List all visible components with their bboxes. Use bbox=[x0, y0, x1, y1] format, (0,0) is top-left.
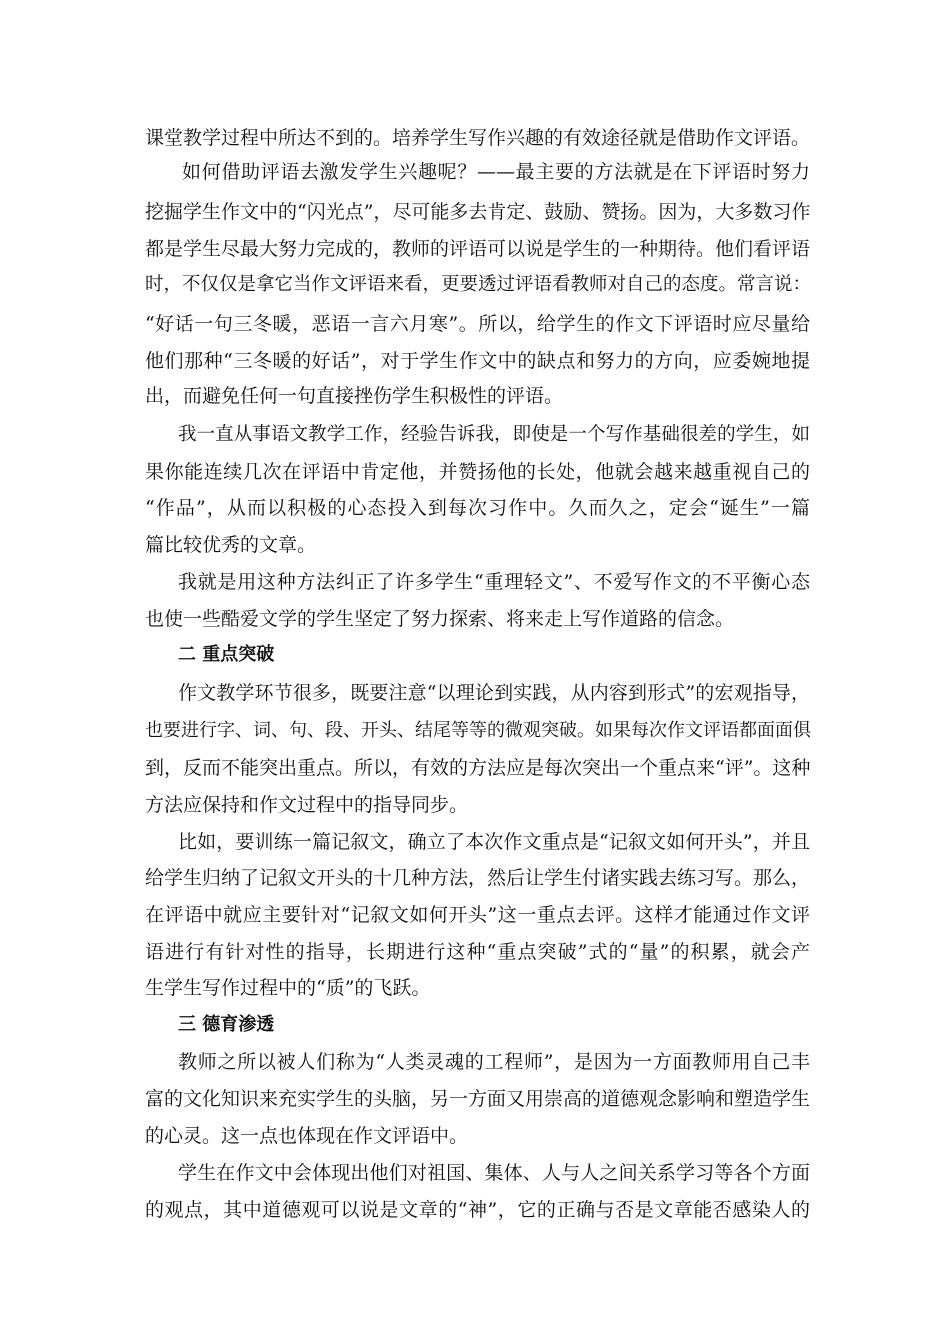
text-line: 语进行有针对性的指导，长期进行这种“重点突破”式的“量”的积累，就会产 bbox=[145, 941, 810, 963]
text-line: 也使一些酷爱文学的学生坚定了努力探索、将来走上写作道路的信念。 bbox=[145, 608, 735, 630]
text-line: 如何借助评语去激发学生兴趣呢？——最主要的方法就是在下评语时努力 bbox=[182, 161, 810, 183]
text-line: “好话一句三冬暖，恶语一言六月寒”。所以，给学生的作文下评语时应尽量给 bbox=[145, 313, 810, 335]
text-line: 作文教学环节很多，既要注意“以理论到实践，从内容到形式”的宏观指导， bbox=[178, 682, 810, 704]
section-heading: 二 重点突破 bbox=[178, 644, 275, 665]
text-line: 出，而避免任何一句直接挫伤学生积极性的评语。 bbox=[145, 385, 564, 407]
text-line: 挖掘学生作文中的“闪光点”，尽可能多去肯定、鼓励、赞扬。因为，大多数习作 bbox=[145, 201, 811, 223]
text-line: 的心灵。这一点也体现在作文评语中。 bbox=[145, 1125, 469, 1147]
text-line: 到，反而不能突出重点。所以，有效的方法应是每次突出一个重点来“评”。这种 bbox=[145, 757, 811, 779]
text-line: 我一直从事语文教学工作，经验告诉我，即使是一个写作基础很差的学生，如 bbox=[178, 424, 810, 445]
text-line: 在评语中就应主要针对“记叙文如何开头”这一重点去评。这样才能通过作文评 bbox=[145, 904, 810, 926]
text-line: 的观点，其中道德观可以说是文章的“神”，它的正确与否是文章能否感染人的 bbox=[145, 1199, 810, 1221]
text-line: 生学生写作过程中的“质”的飞跃。 bbox=[145, 977, 431, 999]
text-line: 富的文化知识来充实学生的头脑，另一方面又用崇高的道德观念影响和塑造学生 bbox=[145, 1088, 811, 1110]
text-line: 时，不仅仅是拿它当作文评语来看，更要透过评语看教师对自己的态度。常言说： bbox=[145, 274, 812, 295]
text-line: 给学生归纳了记叙文开头的十几种方法，然后让学生付诸实践去练习写。那么， bbox=[145, 867, 811, 889]
text-line: 也要进行字、词、句、段、开头、结尾等等的微观突破。如果每次作文评语都面面俱 bbox=[145, 720, 811, 741]
text-line: 我就是用这种方法纠正了许多学生“重理轻文”、不爱写作文的不平衡心态 bbox=[178, 571, 810, 593]
text-line: 方法应保持和作文过程中的指导同步。 bbox=[145, 794, 469, 816]
text-line: “作品”，从而以积极的心态投入到每次习作中。久而久之，定会“诞生”一篇 bbox=[145, 497, 810, 519]
text-line: 果你能连续几次在评语中肯定他，并赞扬他的长处，他就会越来越重视自己的 bbox=[145, 461, 810, 483]
text-line: 他们那种“三冬暖的好话”，对于学生作文中的缺点和努力的方向，应委婉地提 bbox=[145, 350, 810, 372]
text-line: 学生在作文中会体现出他们对祖国、集体、人与人之间关系学习等各个方面 bbox=[178, 1162, 810, 1184]
section-heading: 三 德育渗透 bbox=[178, 1014, 275, 1035]
text-line: 都是学生尽最大努力完成的，教师的评语可以说是学生的一种期待。他们看评语 bbox=[145, 238, 811, 260]
text-line: 比如，要训练一篇记叙文，确立了本次作文重点是“记叙文如何开头”，并且 bbox=[178, 831, 810, 853]
text-line: 篇比较优秀的文章。 bbox=[145, 534, 317, 556]
text-line: 课堂教学过程中所达不到的。培养学生写作兴趣的有效途径就是借助作文评语。 bbox=[145, 127, 811, 149]
text-line: 教师之所以被人们称为“人类灵魂的工程师”，是因为一方面教师用自己丰 bbox=[178, 1051, 810, 1073]
